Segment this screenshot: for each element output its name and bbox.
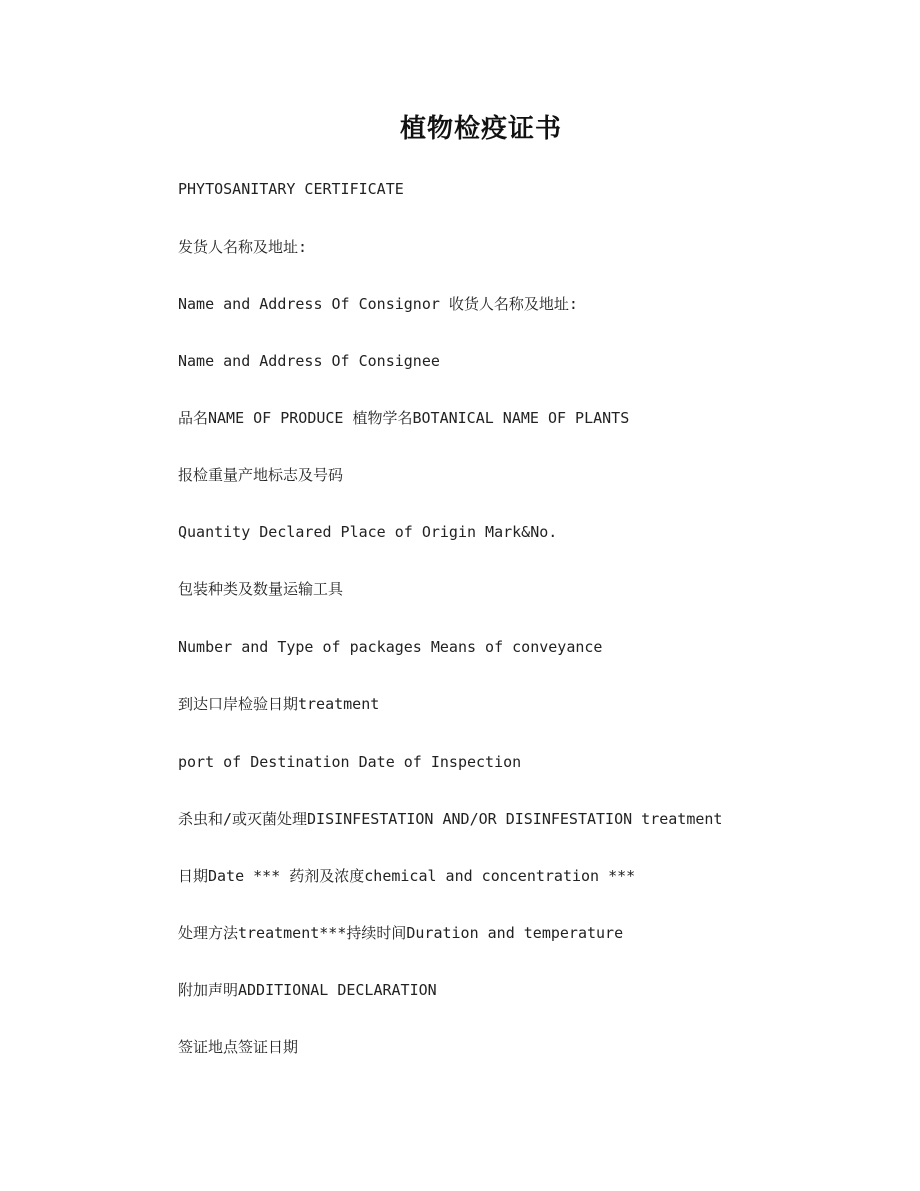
line-treatment-duration: 处理方法treatment***持续时间Duration and temperature: [178, 924, 624, 942]
line-destination-cn: 到达口岸检验日期treatment: [178, 695, 380, 713]
line-phytosanitary-certificate: PHYTOSANITARY CERTIFICATE: [178, 180, 404, 198]
line-consignee-en: Name and Address Of Consignee: [178, 352, 440, 370]
line-issue-place-date: 签证地点签证日期: [178, 1038, 299, 1056]
line-produce-name: 品名NAME OF PRODUCE 植物学名BOTANICAL NAME OF PLANTS: [178, 409, 630, 427]
line-consignor-cn: 发货人名称及地址:: [178, 238, 308, 256]
line-additional-declaration: 附加声明ADDITIONAL DECLARATION: [178, 981, 437, 999]
line-destination-en: port of Destination Date of Inspection: [178, 753, 522, 771]
line-consignor-en: Name and Address Of Consignor 收货人名称及地址:: [178, 295, 578, 313]
document-title: 植物检疫证书: [399, 114, 562, 144]
line-packages-cn: 包装种类及数量运输工具: [178, 580, 344, 598]
line-disinfestation: 杀虫和/或灭菌处理DISINFESTATION AND/OR DISINFESTATION treatment: [178, 810, 723, 828]
line-packages-en: Number and Type of packages Means of conveyance: [178, 638, 603, 656]
line-quantity-en: Quantity Declared Place of Origin Mark&No.: [178, 523, 558, 541]
line-quantity-cn: 报检重量产地标志及号码: [178, 466, 344, 484]
line-date-chemical: 日期Date *** 药剂及浓度chemical and concentration ***: [178, 867, 636, 885]
